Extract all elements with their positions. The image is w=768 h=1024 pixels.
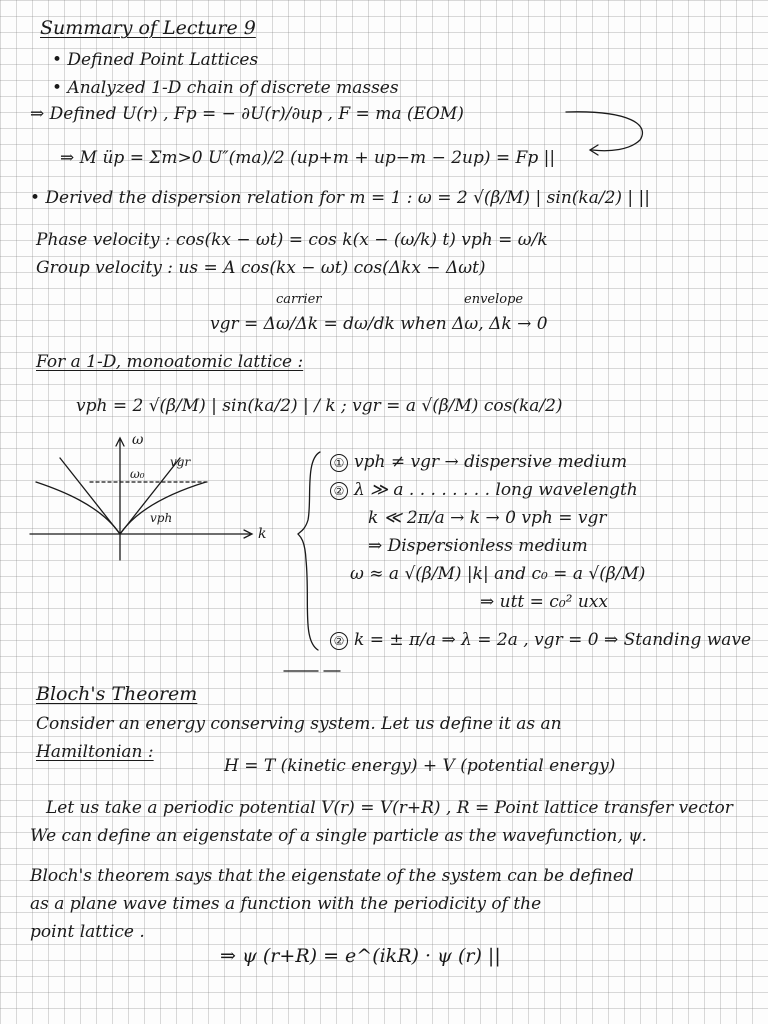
summary-title: Summary of Lecture 9 [40,17,256,39]
monatomic-formulas: vph = 2 √(β/M) | sin(ka/2) | / k ; vgr = a √(β/M) cos(ka/2) [76,396,563,416]
note-3-text: k = ± π/a ⇒ λ = 2a , vgr = 0 ⇒ Standing wave [354,630,752,650]
k-axis-label: k [258,526,267,542]
note-2d: ω ≈ a √(β/M) |k| and c₀ = a √(β/M) [350,564,646,584]
bloch-p3: We can define an eigenstate of a single particle as the wavefunction, ψ. [30,826,647,846]
omega-axis-label: ω [132,432,144,448]
bullet-defined-lattices: • Defined Point Lattices [52,50,259,70]
bloch-p1b: Hamiltonian : [36,742,154,762]
hamiltonian-equation: H = T (kinetic energy) + V (potential energy) [224,756,616,776]
bloch-p4: Bloch's theorem says that the eigenstate of the system can be defined [30,866,634,886]
bloch-p4b: as a plane wave times a function with the periodicity of the [30,894,542,914]
bloch-final-equation: ⇒ ψ (r+R) = e^(ikR) · ψ (r) || [220,945,501,967]
carrier-label: carrier [276,292,322,307]
note-2-text: λ ≫ a . . . . . . . . long wavelength [354,480,638,500]
envelope-label: envelope [464,292,524,307]
note-2b: k ≪ 2π/a → k → 0 vph = vgr [368,508,607,528]
bloch-p1: Consider an energy conserving system. Let us define it as an [36,714,562,734]
w0-label: ω₀ [130,467,145,481]
phase-velocity: Phase velocity : cos(kx − ωt) = cos k(x − (ω/k) t) vph = ω/k [36,230,548,250]
bloch-title: Bloch's Theorem [36,683,198,705]
vph-label: vph [150,511,173,525]
note-3-marker: ② [330,632,348,650]
note-2e: ⇒ utt = c₀² uxx [480,592,608,612]
note-1-text: vph ≠ vgr → dispersive medium [354,452,628,472]
group-velocity-definition: vgr = Δω/Δk = dω/dk when Δω, Δk → 0 [210,314,548,334]
group-velocity: Group velocity : us = A cos(kx − ωt) cos(Δkx − Δωt) [36,258,486,278]
note-1-marker: ① [330,454,348,472]
bullet-analyzed-chain: • Analyzed 1-D chain of discrete masses [52,78,399,98]
monatomic-heading: For a 1-D, monoatomic lattice : [36,352,304,372]
note-2c: ⇒ Dispersionless medium [368,536,588,556]
equation-of-motion: ⇒ M üp = Σm>0 U″(ma)/2 (up+m + up−m − 2up) = Fp || [60,148,556,168]
dispersion-relation: • Derived the dispersion relation for m = 1 : ω = 2 √(β/M) | sin(ka/2) | || [30,188,651,208]
bloch-p2: Let us take a periodic potential V(r) = V(r+R) , R = Point lattice transfer vector [46,798,733,818]
bloch-p4c: point lattice . [30,922,145,942]
defined-potential-line: ⇒ Defined U(r) , Fp = − ∂U(r)/∂up , F = ma (EOM) [30,104,464,124]
note-2-marker: ② [330,482,348,500]
vgr-label: vgr [170,455,191,469]
